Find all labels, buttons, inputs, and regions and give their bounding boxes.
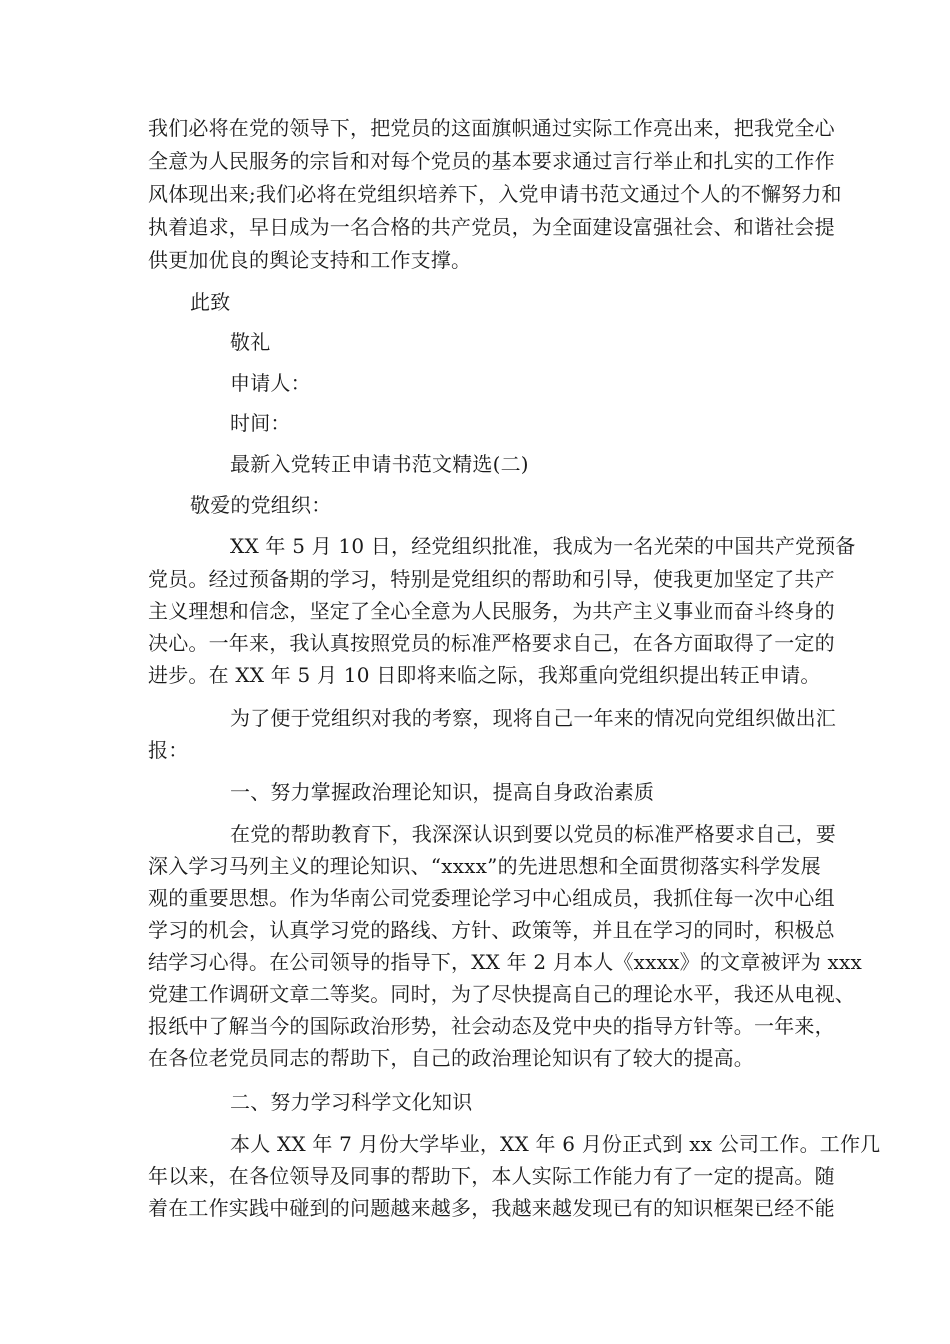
heading-2: 二、努力学习科学文化知识 [230, 1090, 473, 1114]
paragraph-1-line-1: XX 年 5 月 10 日，经党组织批准，我成为一名光荣的中国共产党预备 [230, 534, 856, 558]
intro-line-4: 执着追求，早日成为一名合格的共产党员，为全面建设富强社会、和谐社会提 [148, 215, 835, 239]
paragraph-1-line-2: 党员。经过预备期的学习，特别是党组织的帮助和引导，使我更加坚定了共产 [148, 567, 835, 591]
paragraph-3-line-7: 报纸中了解当今的国际政治形势，社会动态及党中央的指导方针等。一年来， [148, 1014, 835, 1038]
paragraph-3-line-8: 在各位老党员同志的帮助下，自己的政治理论知识有了较大的提高。 [148, 1046, 754, 1070]
closing-ci-zhi: 此致 [190, 290, 231, 314]
applicant-label: 申请人： [230, 371, 311, 395]
paragraph-1-line-3: 主义理想和信念，坚定了全心全意为人民服务，为共产主义事业而奋斗终身的 [148, 599, 835, 623]
salutation: 敬爱的党组织： [190, 493, 332, 517]
intro-line-5: 供更加优良的舆论支持和工作支撑。 [148, 248, 472, 272]
section-title: 最新入党转正申请书范文精选(二) [230, 452, 529, 476]
paragraph-3-line-1: 在党的帮助教育下，我深深认识到要以党员的标准严格要求自己，要 [230, 822, 836, 846]
intro-line-3: 风体现出来;我们必将在党组织培养下，入党申请书范文通过个人的不懈努力和 [148, 182, 842, 206]
paragraph-4-line-3: 着在工作实践中碰到的问题越来越多，我越来越发现已有的知识框架已经不能 [148, 1196, 835, 1220]
paragraph-3-line-2: 深入学习马列主义的理论知识、“xxxx”的先进思想和全面贯彻落实科学发展 [148, 854, 821, 878]
time-label: 时间： [230, 411, 291, 435]
closing-jing-li: 敬礼 [230, 330, 271, 354]
intro-line-1: 我们必将在党的领导下，把党员的这面旗帜通过实际工作亮出来，把我党全心 [148, 116, 835, 140]
paragraph-3-line-5: 结学习心得。在公司领导的指导下，XX 年 2 月本人《xxxx》的文章被评为 xxx [148, 950, 862, 974]
paragraph-2-line-1: 为了便于党组织对我的考察，现将自己一年来的情况向党组织做出汇 [230, 706, 836, 730]
intro-line-2: 全意为人民服务的宗旨和对每个党员的基本要求通过言行举止和扎实的工作作 [148, 149, 835, 173]
heading-1: 一、努力掌握政治理论知识，提高自身政治素质 [230, 780, 655, 804]
paragraph-3-line-6: 党建工作调研文章二等奖。同时，为了尽快提高自己的理论水平，我还从电视、 [148, 982, 855, 1006]
paragraph-3-line-3: 观的重要思想。作为华南公司党委理论学习中心组成员，我抓住每一次中心组 [148, 886, 835, 910]
paragraph-3-line-4: 学习的机会，认真学习党的路线、方针、政策等，并且在学习的同时，积极总 [148, 918, 835, 942]
paragraph-4-line-1: 本人 XX 年 7 月份大学毕业，XX 年 6 月份正式到 xx 公司工作。工作几 [230, 1132, 881, 1156]
paragraph-1-line-4: 决心。一年来，我认真按照党员的标准严格要求自己，在各方面取得了一定的 [148, 631, 835, 655]
paragraph-2-line-2: 报： [148, 738, 189, 762]
paragraph-1-line-5: 进步。在 XX 年 5 月 10 日即将来临之际，我郑重向党组织提出转正申请。 [148, 663, 821, 687]
paragraph-4-line-2: 年以来，在各位领导及同事的帮助下，本人实际工作能力有了一定的提高。随 [148, 1164, 835, 1188]
